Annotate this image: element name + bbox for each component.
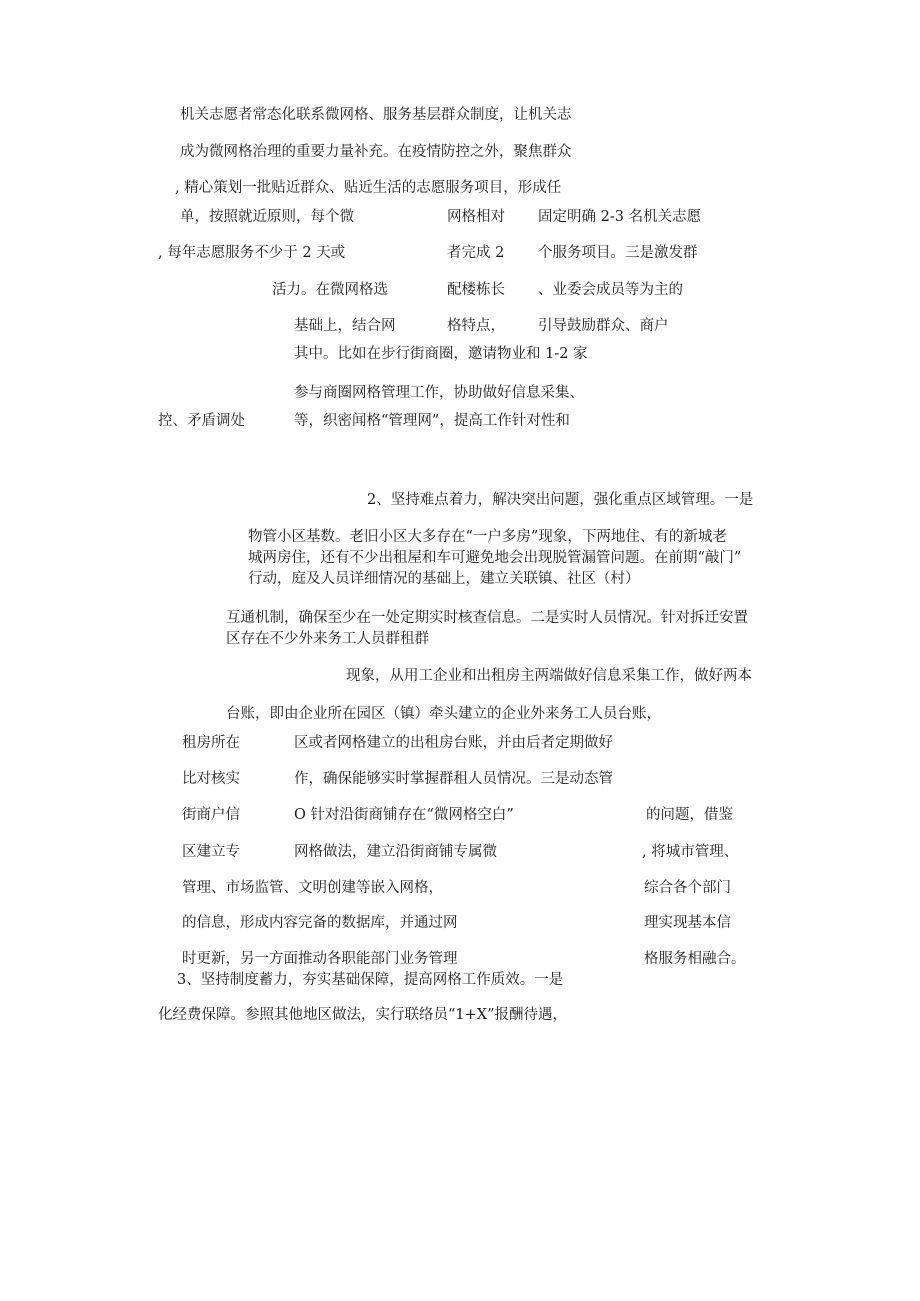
- text-line: 固定明确 2-3 名机关志愿: [538, 209, 702, 225]
- text-line: 者完成 2: [447, 245, 505, 261]
- text-line: 管理、市场监管、文明创建等嵌入网格，: [182, 880, 443, 896]
- text-line: 2、坚持难点着力，解决突出问题，强化重点区域管理。一是: [367, 492, 754, 508]
- text-line: 配楼栋长: [447, 282, 505, 298]
- text-line: 区或者网格建立的出租房台账，并由后者定期做好: [294, 735, 613, 751]
- text-line: 作，确保能够实时掌握群租人员情况。三是动态管: [294, 771, 613, 787]
- text-line: O 针对沿街商铺存在“微网格空白”: [294, 807, 514, 823]
- text-line: 行动，庭及人员详细情况的基础上，建立关联镇、社区（村）: [248, 571, 640, 587]
- text-line: 格特点，: [447, 318, 505, 334]
- text-line: 基础上，结合网: [294, 318, 396, 334]
- text-line: 区存在不少外来务工人员群租群: [226, 631, 429, 647]
- text-line: 现象，从用工企业和出租房主两端做好信息采集工作，做好两本: [346, 668, 752, 684]
- text-line: , 每年志愿服务不少于 2 天或: [158, 245, 346, 261]
- text-line: 租房所在: [182, 735, 240, 751]
- text-line: 互通机制，确保至少在一处定期实时核查信息。二是实时人员情况。针对拆迁安置: [226, 610, 748, 626]
- text-line: 3、坚持制度蓄力，夯实基础保障，提高网格工作质效。一是: [177, 972, 564, 988]
- text-line: 时更新，另一方面推动各职能部门业务管理: [182, 951, 458, 967]
- text-line: , 精心策划一批贴近群众、贴近生活的志愿服务项目，形成任: [175, 180, 562, 196]
- text-line: 的问题，借鉴: [646, 807, 733, 823]
- text-line: 理实现基本信: [644, 915, 731, 931]
- text-line: 城两房住，还有不少出租屋和车可避免地会出现脱管漏管问题。在前期“敲门”: [248, 550, 742, 566]
- text-line: 街商户信: [182, 807, 240, 823]
- text-line: 活力。在微网格选: [272, 282, 388, 298]
- text-line: 控、矛盾调处: [158, 413, 245, 429]
- text-line: 个服务项目。三是激发群: [538, 245, 698, 261]
- text-line: 等，织密闻格“管理网”，提高工作针对性和: [294, 413, 570, 429]
- text-line: 、业委会成员等为主的: [538, 282, 683, 298]
- text-line: 机关志愿者常态化联系微网格、服务基层群众制度，让机关志: [180, 107, 572, 123]
- text-line: , 将城市管理、: [642, 844, 739, 860]
- text-line: 化经费保障。参照其他地区做法，实行联络员“1+X”报酬待遇，: [158, 1007, 568, 1023]
- text-line: 参与商圈网格管理工作，协助做好信息采集、: [294, 385, 584, 401]
- text-line: 物管小区基数。老旧小区大多存在“一户多房”现象，下两地住、有的新城老: [248, 529, 727, 545]
- text-line: 单，按照就近原则，每个微: [180, 209, 354, 225]
- text-line: 区建立专: [182, 844, 240, 860]
- text-line: 格服务相融合。: [644, 951, 746, 967]
- text-line: 引导鼓励群众、商户: [538, 318, 669, 334]
- text-line: 台账，即由企业所在园区（镇）牵头建立的企业外来务工人员台账，: [226, 706, 661, 722]
- text-line: 的信息，形成内容完备的数据库，并通过网: [182, 915, 458, 931]
- text-line: 网格相对: [447, 209, 505, 225]
- text-line: 网格做法，建立沿街商铺专属微: [294, 844, 497, 860]
- text-line: 比对核实: [182, 771, 240, 787]
- text-line: 其中。比如在步行街商圈，邀请物业和 1-2 家: [294, 346, 588, 362]
- text-line: 综合各个部门: [644, 880, 731, 896]
- text-line: 成为微网格治理的重要力量补充。在疫情防控之外，聚焦群众: [180, 144, 572, 160]
